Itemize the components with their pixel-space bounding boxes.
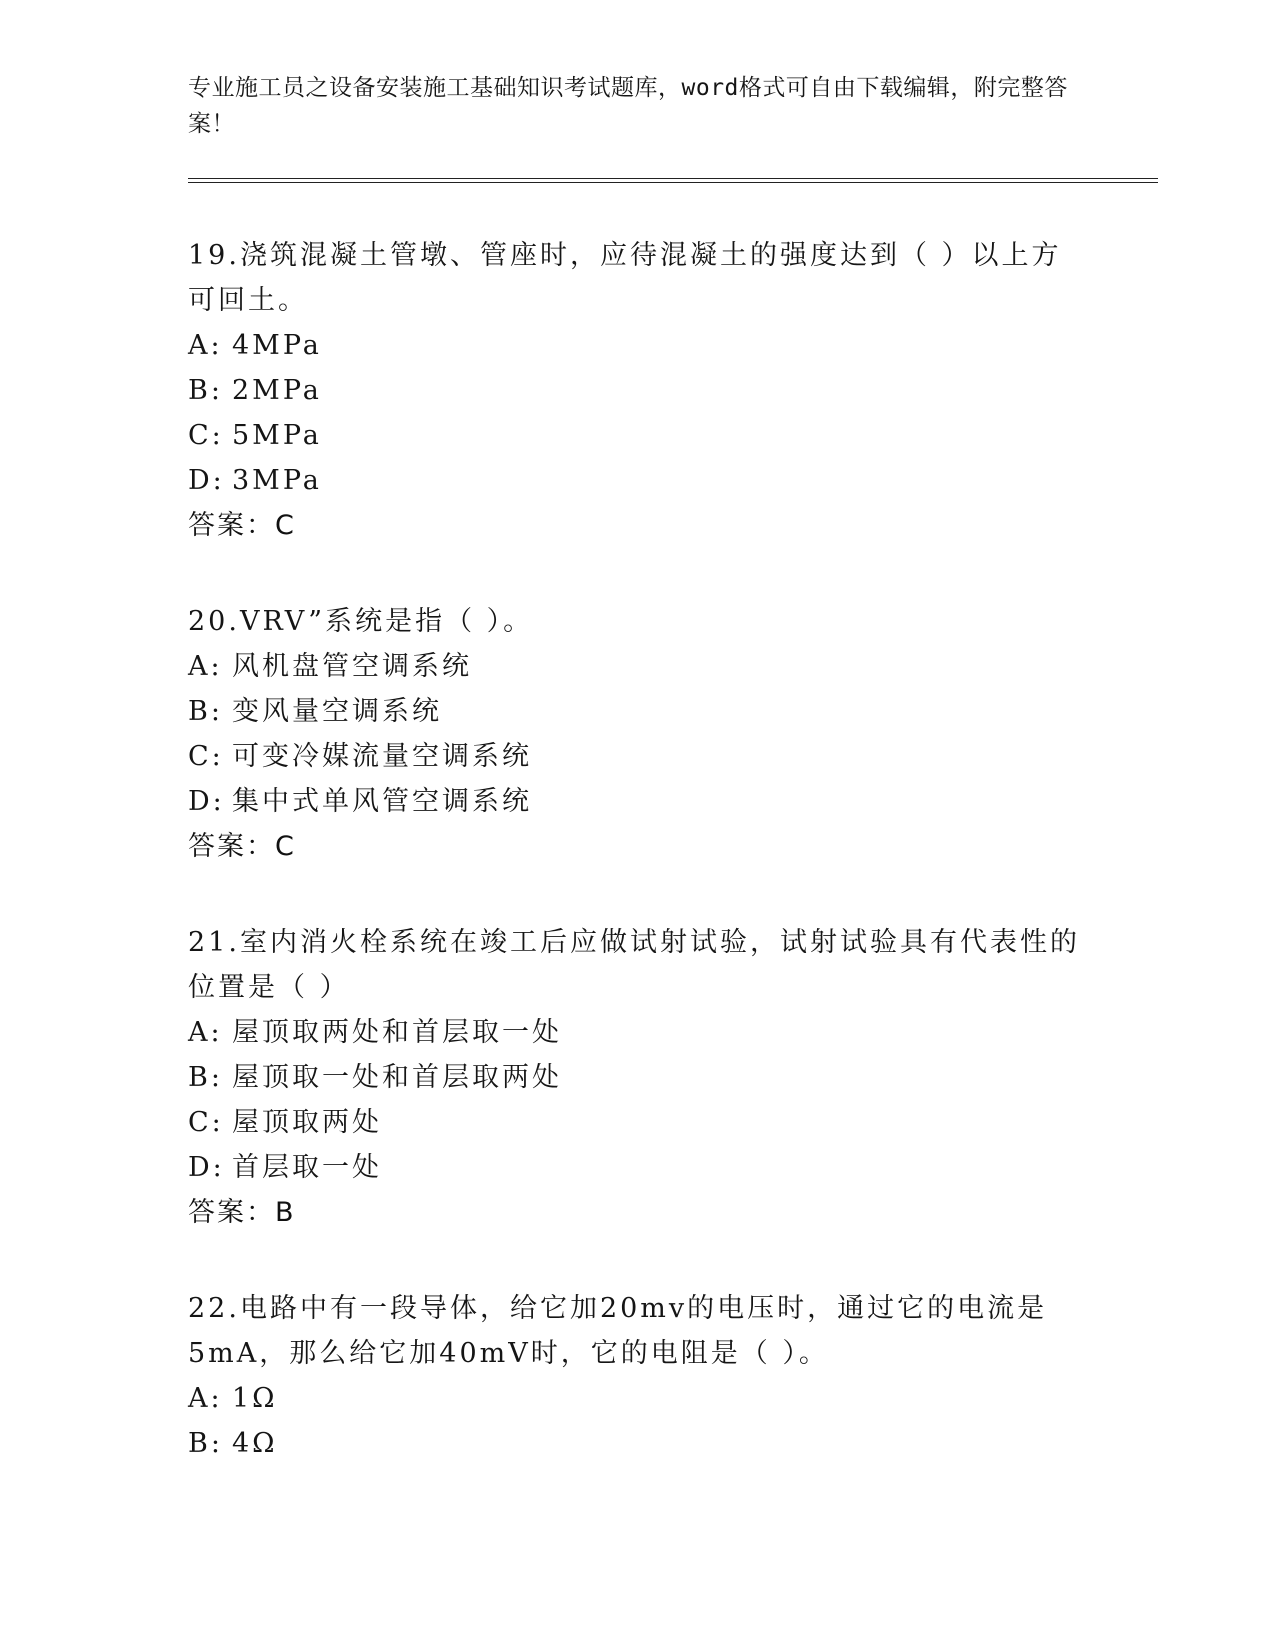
- question-20: [188, 599, 1158, 870]
- option-text: 屋顶取一处和首层取两处: [232, 1062, 562, 1093]
- option-text: 屋顶取两处和首层取一处: [232, 1017, 562, 1048]
- option-text: 集中式单风管空调系统: [232, 786, 532, 817]
- option-text: 变风量空调系统: [232, 696, 442, 727]
- option-key: A:: [188, 330, 223, 361]
- option-b: [188, 1055, 1158, 1100]
- option-b: [188, 1421, 1158, 1466]
- option-text: 3MPa: [232, 465, 322, 496]
- option-key: D:: [188, 1152, 225, 1183]
- option-key: B:: [188, 1062, 223, 1093]
- option-a: [188, 1376, 1158, 1421]
- option-key: D:: [188, 786, 225, 817]
- option-text: 5MPa: [232, 420, 322, 451]
- option-text: 4Ω: [232, 1428, 278, 1459]
- answer-line: 答案：C: [188, 510, 296, 541]
- question-22: [188, 1286, 1158, 1466]
- document-page: [188, 70, 1158, 1466]
- option-c: [188, 1100, 1158, 1145]
- question-stem: 20.VRV”系统是指（ ）。: [188, 606, 534, 637]
- option-key: A:: [188, 1017, 223, 1048]
- option-text: 可变冷媒流量空调系统: [232, 741, 532, 772]
- option-a: [188, 1010, 1158, 1055]
- option-a: [188, 323, 1158, 368]
- document-header: 专业施工员之设备安装施工基础知识考试题库，word格式可自由下载编辑，附完整答案！: [188, 75, 1068, 137]
- answer-line: 答案：B: [188, 1197, 296, 1228]
- option-text: 4MPa: [232, 330, 322, 361]
- option-d: [188, 458, 1158, 503]
- question-stem: 21.室内消火栓系统在竣工后应做试射试验，试射试验具有代表性的位置是（ ）: [188, 927, 1080, 1003]
- option-c: [188, 413, 1158, 458]
- option-text: 1Ω: [232, 1383, 278, 1414]
- option-text: 首层取一处: [232, 1152, 382, 1183]
- option-key: A:: [188, 1383, 223, 1414]
- option-key: C:: [188, 1107, 224, 1138]
- header-double-rule: [188, 178, 1158, 183]
- option-key: B:: [188, 1428, 223, 1459]
- option-c: [188, 734, 1158, 779]
- option-key: B:: [188, 375, 223, 406]
- question-21: [188, 920, 1158, 1236]
- option-d: [188, 779, 1158, 824]
- option-key: C:: [188, 420, 224, 451]
- option-key: D:: [188, 465, 225, 496]
- option-b: [188, 689, 1158, 734]
- question-stem: 19.浇筑混凝土管墩、管座时，应待混凝土的强度达到（ ）以上方可回土。: [188, 240, 1062, 316]
- option-text: 2MPa: [232, 375, 322, 406]
- option-key: C:: [188, 741, 224, 772]
- answer-line: 答案：C: [188, 831, 296, 862]
- option-a: [188, 644, 1158, 689]
- question-19: [188, 233, 1158, 549]
- option-text: 屋顶取两处: [232, 1107, 382, 1138]
- question-stem: 22.电路中有一段导体，给它加20mv的电压时，通过它的电流是5mA，那么给它加40mV时，它的电阻是（ ）。: [188, 1293, 1048, 1369]
- option-d: [188, 1145, 1158, 1190]
- option-b: [188, 368, 1158, 413]
- option-key: B:: [188, 696, 223, 727]
- option-text: 风机盘管空调系统: [232, 651, 472, 682]
- option-key: A:: [188, 651, 223, 682]
